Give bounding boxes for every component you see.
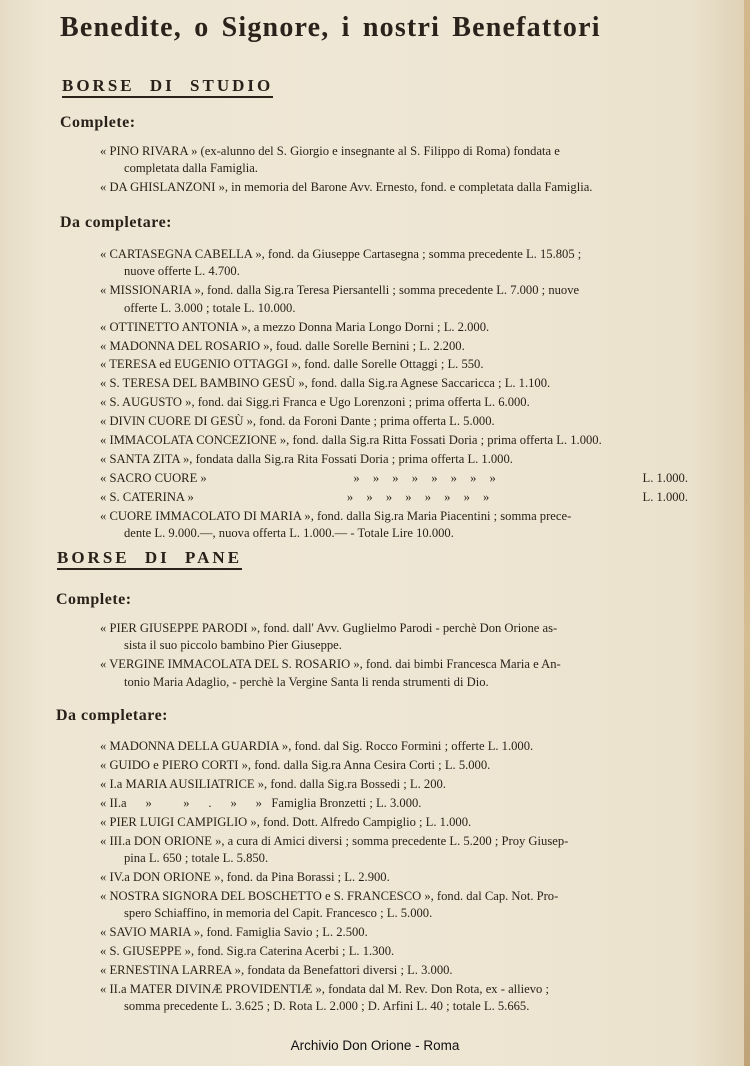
list-item: « S. TERESA DEL BAMBINO GESÙ », fond. dalla Sig.ra Agnese Saccaricca ; L. 1.100. — [100, 376, 551, 391]
section-heading-borse-di-studio: BORSE DI STUDIO — [62, 76, 273, 98]
list-item: « OTTINETTO ANTONIA », a mezzo Donna Maria Longo Dorni ; L. 2.000. — [100, 319, 490, 334]
list-item: « S. GIUSEPPE », fond. Sig.ra Caterina Acerbi ; L. 1.300. — [100, 943, 395, 958]
list-item: « CUORE IMMACOLATO DI MARIA », fond. dalla Sig.ra Maria Piacentini ; somma prece- dente L. 9.000.—, nuova offerta L. 1.000.— - Totale Lire 10.000. — [100, 508, 572, 541]
page-edge — [744, 0, 750, 1066]
list-item: « PIER LUIGI CAMPIGLIO », fond. Dott. Alfredo Campiglio ; L. 1.000. — [100, 814, 472, 829]
list-item: « MADONNA DEL ROSARIO », foud. dalle Sorelle Bernini ; L. 2.200. — [100, 338, 465, 353]
list-item: « MISSIONARIA », fond. dalla Sig.ra Teresa Piersantelli ; somma precedente L. 7.000 ; nuove offerte L. 3.000 ; totale L. 10.000. — [100, 283, 580, 315]
list-item: « IV.a DON ORIONE », fond. da Pina Borassi ; L. 2.900. — [100, 869, 390, 884]
list-item: « GUIDO e PIERO CORTI », fond. dalla Sig.ra Anna Cesira Corti ; L. 5.000. — [100, 757, 491, 772]
list-item: « II.a MATER DIVINÆ PROVIDENTIÆ », fondata dal M. Rev. Don Rota, ex - allievo ; somma precedente L. 3.625 ; D. Rota L. 2.000 ; D. Arfini L. 40 ; totale L. 5.665. — [100, 981, 549, 1014]
list-item: « SACRO CUORE » » » » » » » » » L. 1.000. — [100, 470, 688, 485]
list-item: « III.a DON ORIONE », a cura di Amici diversi ; somma precedente L. 5.200 ; Proy Giusep- pina L. 650 ; totale L. 5.850. — [100, 833, 569, 865]
list-studio-incomplete — [100, 246, 688, 544]
list-item: « MADONNA DELLA GUARDIA », fond. dal Sig. Rocco Formini ; offerte L. 1.000. — [100, 739, 534, 753]
list-item: « DA GHISLANZONI », in memoria del Barone Avv. Ernesto, fond. e completata dalla Famiglia. — [100, 180, 593, 195]
section-heading-borse-di-pane: BORSE DI PANE — [57, 548, 242, 570]
page-title: Benedite, o Signore, i nostri Benefattori — [60, 12, 601, 43]
list-item: « S. AUGUSTO », fond. dai Sigg.ri Franca e Ugo Lorenzoni ; prima offerta L. 6.000. — [100, 395, 530, 410]
list-item: « S. CATERINA » » » » » » » » » L. 1.000. — [100, 489, 688, 504]
list-item: « PIER GIUSEPPE PARODI », fond. dall' Avv. Guglielmo Parodi - perchè Don Orione as- sista il suo piccolo bambino Pier Giuseppe. — [100, 621, 558, 653]
subheading-complete-pane: Complete: — [56, 591, 132, 608]
list-item: « II.a » » . » » Famiglia Bronzetti ; L. 3.000. — [100, 795, 422, 810]
list-item: « I.a MARIA AUSILIATRICE », fond. dalla Sig.ra Bossedi ; L. 200. — [100, 776, 446, 791]
subheading-complete-studio: Complete: — [60, 114, 136, 131]
list-item: « TERESA ed EUGENIO OTTAGGI », fond. dalle Sorelle Ottaggi ; L. 550. — [100, 357, 484, 372]
list-item: « CARTASEGNA CABELLA », fond. da Giuseppe Cartasegna ; somma precedente L. 15.805 ; nuove offerte L. 4.700. — [100, 247, 582, 279]
subheading-da-completare-studio: Da completare: — [60, 214, 172, 231]
list-pane-incomplete — [100, 738, 688, 1017]
list-studio-complete — [100, 143, 688, 198]
list-item: « VERGINE IMMACOLATA DEL S. ROSARIO », fond. dai bimbi Francesca Maria e An- tonio Maria Adaglio, - perchè la Vergine Santa li renda strumenti di Dio. — [100, 657, 561, 689]
list-pane-complete — [100, 620, 688, 693]
list-item: « PINO RIVARA » (ex-alunno del S. Giorgio e insegnante al S. Filippo di Roma) fondata e completata dalla Famiglia. — [100, 144, 560, 176]
list-item: « IMMACOLATA CONCEZIONE », fond. dalla Sig.ra Ritta Fossati Doria ; prima offerta L. 1.000. — [100, 433, 602, 448]
list-item: « NOSTRA SIGNORA DEL BOSCHETTO e S. FRANCESCO », fond. dal Cap. Not. Pro- spero Schiaffino, in memoria del Capit. Francesco ; L. 5.000. — [100, 888, 559, 921]
subheading-da-completare-pane: Da completare: — [56, 707, 168, 724]
list-item: « SANTA ZITA », fondata dalla Sig.ra Rita Fossati Doria ; prima offerta L. 1.000. — [100, 451, 513, 466]
archive-footer: Archivio Don Orione - Roma — [290, 1038, 460, 1053]
list-item: « DIVIN CUORE DI GESÙ », fond. da Foroni Dante ; prima offerta L. 5.000. — [100, 414, 495, 429]
list-item: « ERNESTINA LARREA », fondata da Benefattori diversi ; L. 3.000. — [100, 962, 453, 977]
list-item: « SAVIO MARIA », fond. Famiglia Savio ; L. 2.500. — [100, 925, 368, 940]
